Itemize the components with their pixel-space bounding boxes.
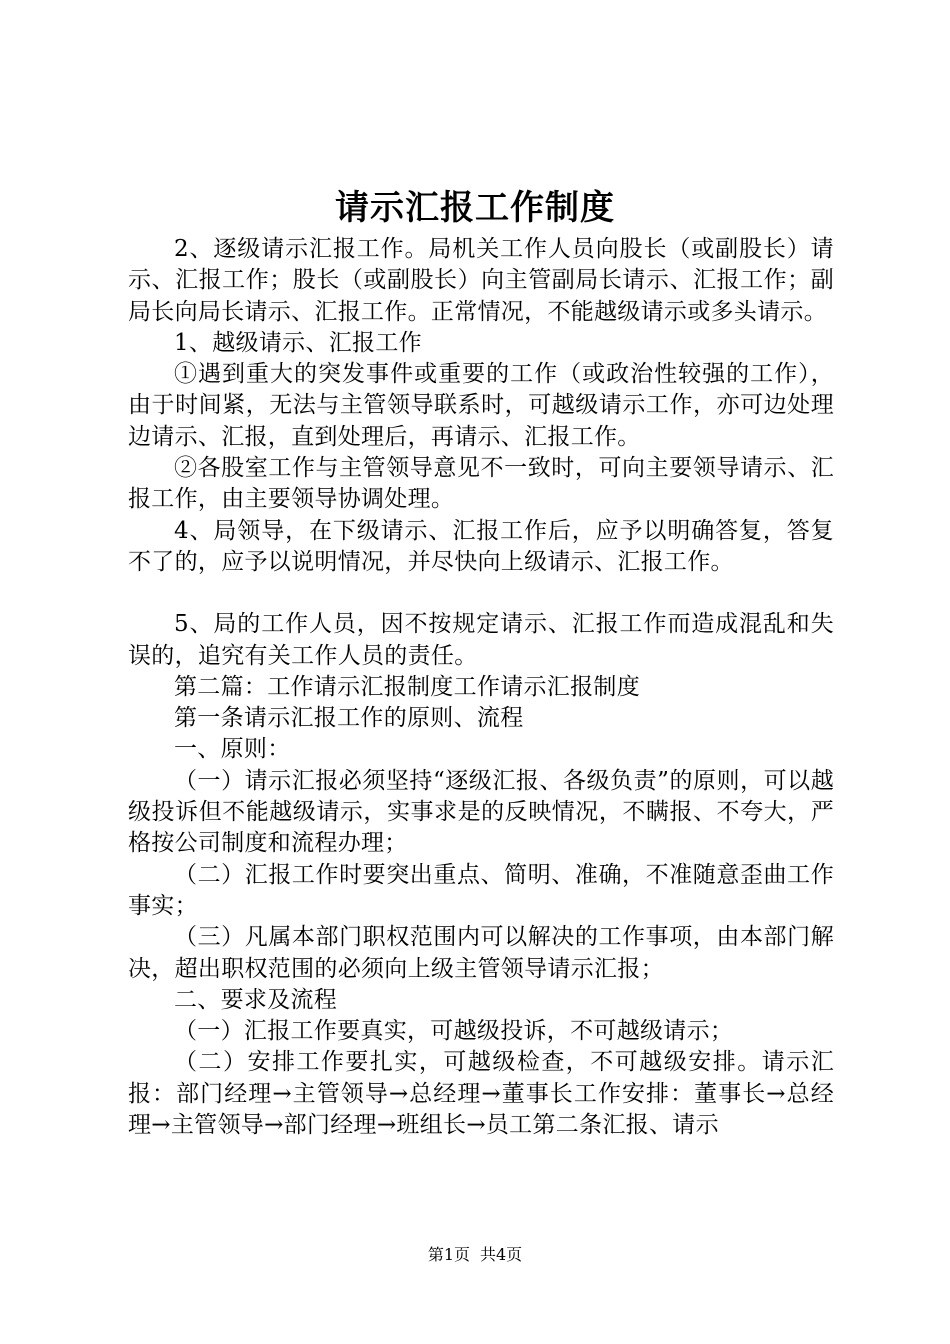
- paragraph: （二）汇报工作时要突出重点、简明、准确，不准随意歪曲工作事实；: [128, 861, 834, 919]
- paragraph: （二）安排工作要扎实，可越级检查，不可越级安排。请示汇报：部门经理→主管领导→总经理→董事长工作安排：董事长→总经理→主管领导→部门经理→班组长→员工第二条汇报、请示: [128, 1049, 834, 1139]
- paragraph: 第二篇：工作请示汇报制度工作请示汇报制度: [174, 673, 640, 700]
- document-title: 请示汇报工作制度: [335, 188, 615, 228]
- paragraph: （一）请示汇报必须坚持“逐级汇报、各级负责”的原则，可以越级投诉但不能越级请示，实事求是的反映情况，不瞒报、不夸大，严格按公司制度和流程办理；: [128, 767, 834, 857]
- paragraph: （三）凡属本部门职权范围内可以解决的工作事项，由本部门解决，超出职权范围的必须向上级主管领导请示汇报；: [128, 924, 834, 982]
- page-number: 第1页: [427, 1245, 470, 1264]
- page-total: 共4页: [480, 1245, 523, 1264]
- paragraph: 2、逐级请示汇报工作。局机关工作人员向股长（或副股长）请示、汇报工作；股长（或副股长）向主管副局长请示、汇报工作；副局长向局长请示、汇报工作。正常情况，不能越级请示或多头请示。: [128, 236, 834, 325]
- paragraph: 一、原则：: [174, 736, 291, 763]
- page-footer: [0, 1244, 950, 1266]
- paragraph: 二、要求及流程: [174, 986, 338, 1013]
- paragraph: （一）汇报工作要真实，可越级投诉，不可越级请示；: [174, 1018, 734, 1045]
- paragraph: 第一条请示汇报工作的原则、流程: [174, 705, 524, 732]
- paragraph: ①遇到重大的突发事件或重要的工作（或政治性较强的工作），由于时间紧，无法与主管领导联系时，可越级请示工作，亦可边处理边请示、汇报，直到处理后，再请示、汇报工作。: [128, 361, 834, 450]
- paragraph: ②各股室工作与主管领导意见不一致时，可向主要领导请示、汇报工作，由主要领导协调处理。: [128, 455, 834, 513]
- paragraph: 1、越级请示、汇报工作: [174, 329, 422, 356]
- paragraph: 5、局的工作人员，因不按规定请示、汇报工作而造成混乱和失误的，追究有关工作人员的责任。: [128, 611, 834, 669]
- document-body: [128, 234, 834, 1141]
- paragraph: 4、局领导，在下级请示、汇报工作后，应予以明确答复，答复不了的，应予以说明情况，并尽快向上级请示、汇报工作。: [128, 517, 834, 575]
